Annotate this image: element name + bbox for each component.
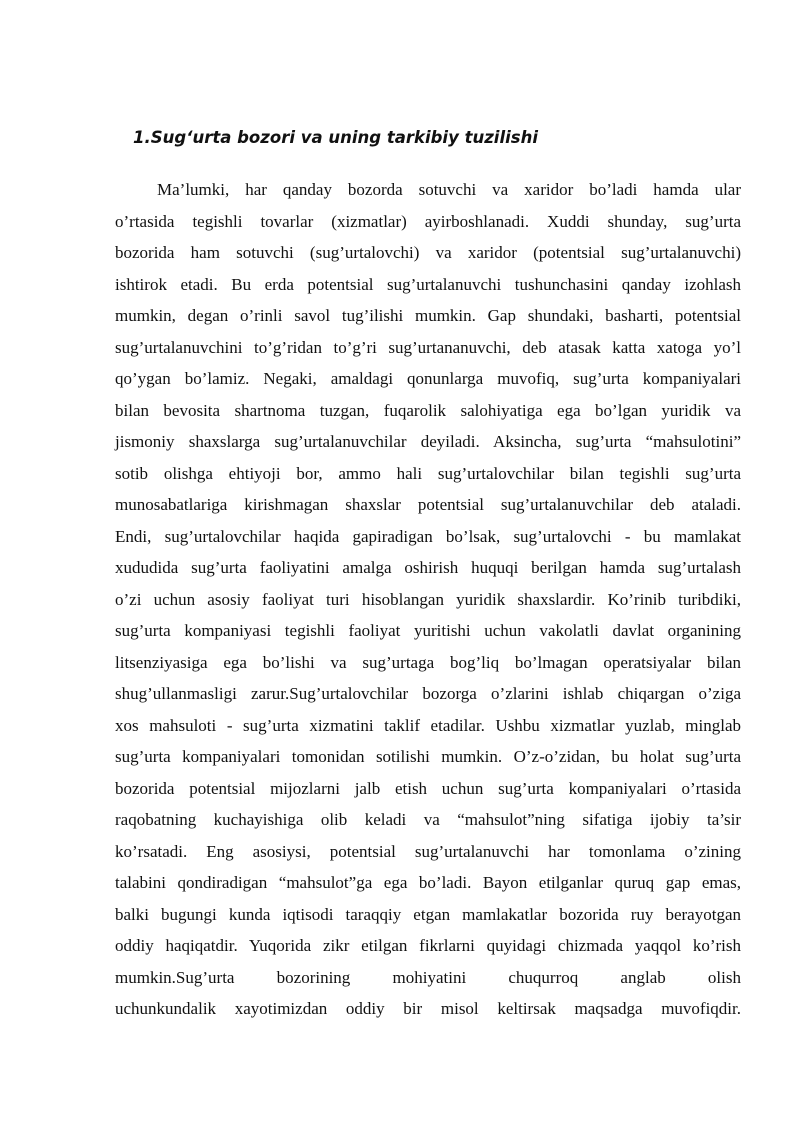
text-line: o’zi uchun asosiy faoliyat turi hisoblangan yuridik shaxslardir. Ko’rinib turibdiki,: [115, 589, 741, 609]
text-line: litsenziyasiga ega bo’lishi va sug’urtaga bog’liq bo’lmagan operatsiyalar bilan: [115, 652, 741, 672]
text-line: xududida sug’urta faoliyatini amalga oshirish huquqi berilgan hamda sug’urtalash: [115, 558, 741, 577]
text-line: uchunkundalik xayotimizdan oddiy bir misol keltirsak maqsadga muvofiqdir.: [115, 999, 741, 1018]
text-line: bozorida ham sotuvchi (sug’urtalovchi) va xaridor (potentsial sug’urtalanuvchi): [115, 243, 741, 262]
text-line: mumkin, degan o’rinli savol tug’ilishi mumkin. Gap shundaki, basharti, potentsial: [115, 306, 741, 325]
text-line: xos mahsuloti - sug’urta xizmatini taklif etadilar. Ushbu xizmatlar yuzlab, minglab: [115, 715, 741, 735]
text-line: bozorida potentsial mijozlarni jalb etish uchun sug’urta kompaniyalari o’rtasida: [115, 778, 741, 798]
text-line: sug’urta kompaniyasi tegishli faoliyat yuritishi uchun vakolatli davlat organining: [115, 621, 741, 640]
text-line: qo’ygan bo’lamiz. Negaki, amaldagi qonunlarga muvofiq, sug’urta kompaniyalari: [115, 369, 741, 388]
text-line: raqobatning kuchayishiga olib keladi va “mahsulot”ning sifatiga ijobiy ta’sir: [115, 810, 741, 829]
body-paragraph: [115, 174, 741, 1025]
text-line: ishtirok etadi. Bu erda potentsial sug’urtalanuvchi tushunchasini qanday izohlash: [115, 274, 741, 294]
text-line: balki bugungi kunda iqtisodi taraqqiy etgan mamlakatlar bozorida ruy berayotgan: [115, 904, 741, 924]
text-line: talabini qondiradigan “mahsulot”ga ega bo’ladi. Bayon etilganlar quruq gap emas,: [115, 873, 741, 892]
text-line: sotib olishga ehtiyoji bor, ammo hali sug’urtalovchilar bilan tegishli sug’urta: [115, 463, 741, 483]
section-heading: 1.Sug‘urta bozori va uning tarkibiy tuzilishi: [133, 128, 538, 147]
text-line: o’rtasida tegishli tovarlar (xizmatlar) ayirboshlanadi. Xuddi shunday, sug’urta: [115, 211, 741, 231]
text-line: sug’urtalanuvchini to’g’ridan to’g’ri sug’urtananuvchi, deb atasak katta xatoga yo’l: [115, 337, 741, 357]
text-line: munosabatlariga kirishmagan shaxslar potentsial sug’urtalanuvchilar deb ataladi.: [115, 495, 741, 514]
text-line: ko’rsatadi. Eng asosiysi, potentsial sug’urtalanuvchi har tomonlama o’zining: [115, 841, 741, 861]
text-line: mumkin.Sug’urta bozorining mohiyatini chuqurroq anglab olish: [115, 967, 741, 987]
text-line: shug’ullanmasligi zarur.Sug’urtalovchilar bozorga o’zlarini ishlab chiqargan o’ziga: [115, 684, 741, 703]
text-line: oddiy haqiqatdir. Yuqorida zikr etilgan fikrlarni quyidagi chizmada yaqqol ko’rish: [115, 936, 741, 955]
text-line: Endi, sug’urtalovchilar haqida gapiradigan bo’lsak, sug’urtalovchi - bu mamlakat: [115, 526, 741, 546]
text-line: sug’urta kompaniyalari tomonidan sotilishi mumkin. O’z-o’zidan, bu holat sug’urta: [115, 747, 741, 766]
text-line: bilan bevosita shartnoma tuzgan, fuqarolik salohiyatiga ega bo’lgan yuridik va: [115, 400, 741, 420]
text-line: jismoniy shaxslarga sug’urtalanuvchilar deyiladi. Aksincha, sug’urta “mahsulotini”: [115, 432, 741, 451]
text-line: Ma’lumki, har qanday bozorda sotuvchi va xaridor bo’ladi hamda ular: [157, 180, 741, 199]
